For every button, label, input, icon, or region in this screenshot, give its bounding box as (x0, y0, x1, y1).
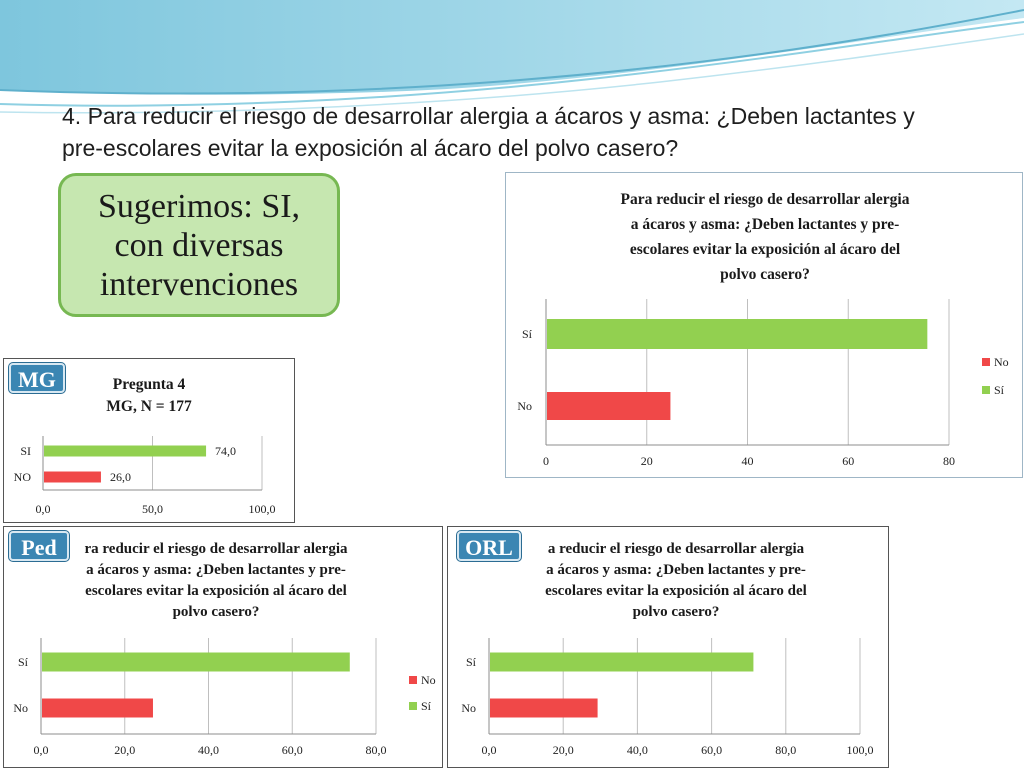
bar-no (42, 699, 153, 718)
category-label: No (517, 399, 532, 413)
chart-title-line: Para reducir el riesgo de desarrollar alergia (620, 191, 910, 208)
chart-title-line: polvo casero? (720, 266, 810, 283)
chart-title-line: a reducir el riesgo de desarrollar alergia (547, 541, 805, 557)
chart-title-line: polvo casero? (172, 604, 260, 620)
category-label: Sí (465, 655, 476, 669)
x-tick-label: 100,0 (846, 743, 874, 757)
category-label: SI (20, 444, 31, 458)
x-tick-label: 80,0 (775, 743, 797, 757)
chart-title-line: Pregunta 4 (112, 376, 186, 393)
legend-swatch (982, 358, 990, 366)
chart-title-line: escolares evitar la exposición al ácaro del (629, 241, 901, 258)
main-chart (505, 172, 1023, 478)
x-tick-label: 0 (543, 454, 549, 468)
mg-badge: MG (9, 363, 65, 393)
chart-title-line: ra reducir el riesgo de desarrollar alergia (84, 541, 348, 557)
x-tick-label: 20,0 (114, 743, 136, 757)
slide-title: 4. Para reducir el riesgo de desarrollar alergia a ácaros y asma: ¿Deben lactantes y pre-escolares evitar la exposición al ácaro del polvo casero? (62, 103, 915, 161)
chart-title-line: escolares evitar la exposición al ácaro del (85, 583, 347, 599)
orl-badge: ORL (457, 531, 521, 561)
bar-no (490, 699, 598, 718)
x-tick-label: 0,0 (481, 743, 497, 757)
legend-label: No (994, 355, 1009, 369)
recommendation-callout: Sugerimos: SI, con diversas intervenciones (58, 173, 340, 317)
legend-swatch (409, 676, 417, 684)
x-tick-label: 60,0 (701, 743, 723, 757)
orl-chart-svg (448, 527, 890, 769)
x-tick-label: 20 (640, 454, 653, 468)
legend-swatch (409, 702, 417, 710)
chart-title-line: a ácaros y asma: ¿Deben lactantes y pre- (546, 562, 806, 578)
x-tick-label: 50,0 (142, 502, 163, 516)
bar-no (547, 392, 670, 420)
x-tick-label: 0,0 (35, 502, 51, 516)
category-label: Sí (521, 327, 532, 341)
bar-si (490, 653, 753, 672)
x-tick-label: 40 (741, 454, 754, 468)
category-label: No (13, 701, 28, 715)
legend-label: Sí (421, 699, 432, 713)
chart-title-line: escolares evitar la exposición al ácaro del (545, 583, 807, 599)
main-chart-svg (506, 173, 1024, 479)
chart-title-line: a ácaros y asma: ¿Deben lactantes y pre- (630, 216, 900, 233)
ped-badge: Ped (9, 531, 69, 561)
x-tick-label: 20,0 (552, 743, 574, 757)
category-label: Sí (17, 655, 28, 669)
legend-label: No (421, 673, 436, 687)
x-tick-label: 100,0 (248, 502, 276, 516)
x-tick-label: 60 (842, 454, 855, 468)
legend-label: Sí (994, 383, 1005, 397)
chart-title-line: a ácaros y asma: ¿Deben lactantes y pre- (86, 562, 346, 578)
bar-si (42, 653, 350, 672)
chart-title-line: polvo casero? (632, 604, 720, 620)
ped-chart-svg (4, 527, 444, 769)
ped-chart (3, 526, 443, 768)
data-label: 26,0 (109, 470, 131, 484)
x-tick-label: 40,0 (626, 743, 648, 757)
x-tick-label: 60,0 (281, 743, 303, 757)
bar-si (44, 446, 206, 457)
x-tick-label: 80 (943, 454, 955, 468)
data-label: 74,0 (215, 444, 237, 458)
bar-no (44, 472, 101, 483)
x-tick-label: 0,0 (33, 743, 49, 757)
legend-swatch (982, 386, 990, 394)
x-tick-label: 80,0 (365, 743, 387, 757)
x-tick-label: 40,0 (198, 743, 219, 757)
category-label: NO (13, 470, 31, 484)
category-label: No (461, 701, 476, 715)
bar-si (547, 319, 927, 349)
orl-chart (447, 526, 889, 768)
chart-title-line: MG, N = 177 (106, 398, 192, 415)
